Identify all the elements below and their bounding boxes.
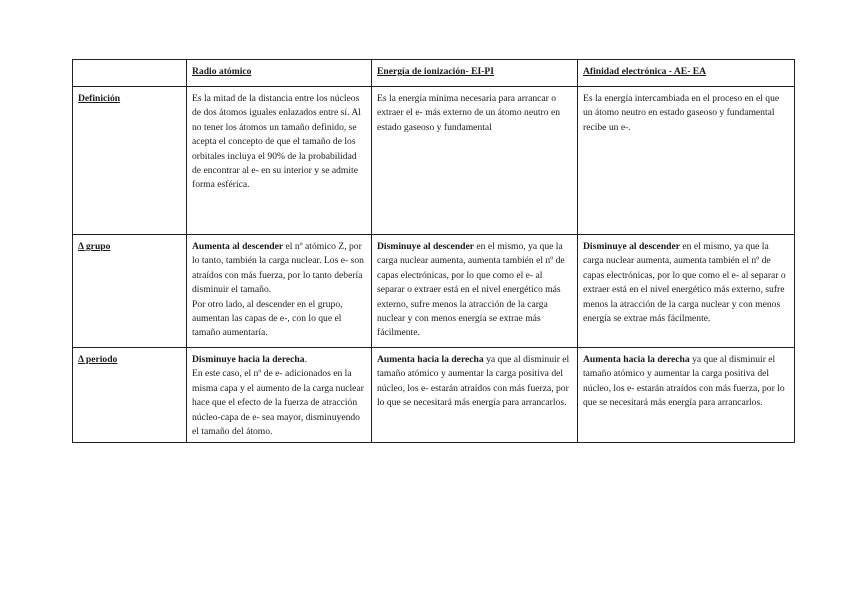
header-cell-empty xyxy=(73,60,187,87)
cell-grupo-energia: Disminuye al descender en el mismo, ya que la carga nuclear aumenta, aumenta también el nº de capas electrónicas, por lo que como el e- al separar o extraer está en el nivel energético más externo, sufre menos la atracción de la carga nuclear y con menos energía se extrae más fácilmente. xyxy=(372,235,578,348)
row-grupo xyxy=(73,235,795,348)
cell-periodo-energia: Aumenta hacia la derecha ya que al disminuir el tamaño atómico y aumentar la carga positiva del núcleo, los e- estarán atraídos con más fuerza, por lo que se necesitará más energía para arrancarlos. xyxy=(372,348,578,443)
row-periodo xyxy=(73,348,795,443)
header-radio-atomico: Radio atómico xyxy=(187,60,372,87)
cell-grupo-radio: Aumenta al descender el nº atómico Z, por lo tanto, también la carga nuclear. Los e- son atraídos con más fuerza, por lo tanto debería disminuir el tamaño. Por otro lado, al descender en el grupo, aumentan las capas de e-, con lo que el tamaño aumentaría. xyxy=(187,235,372,348)
comparison-table xyxy=(72,59,795,443)
row-label-grupo: Δ grupo xyxy=(73,235,187,348)
header-energia-ionizacion: Energía de ionización- EI-PI xyxy=(372,60,578,87)
cell-grupo-afinidad: Disminuye al descender en el mismo, ya que la carga nuclear aumenta, aumenta también el nº de capas electrónicas, por lo que como el e- al separar o extraer está en el nivel energético más externo, sufre menos la atracción de la carga nuclear y con menos energía se extrae más fácilmente. xyxy=(578,235,795,348)
cell-definicion-energia: Es la energía mínima necesaria para arrancar o extraer el e- más externo de un átomo neutro en estado gaseoso y fundamental xyxy=(372,87,578,235)
row-definicion xyxy=(73,87,795,235)
cell-definicion-radio: Es la mitad de la distancia entre los núcleos de dos átomos iguales enlazados entre sí. Al no tener los átomos un tamaño definido, se acepta el concepto de que el tamaño de los orbitales incluya el 90% de la probabilidad de encontrar al e- en su interior y se admite forma esférica. xyxy=(187,87,372,235)
header-afinidad-electronica: Afinidad electrónica - AE- EA xyxy=(578,60,795,87)
cell-periodo-afinidad: Aumenta hacia la derecha ya que al disminuir el tamaño atómico y aumentar la carga positiva del núcleo, los e- estarán atraídos con más fuerza, por lo que se necesitará más energía para arrancarlos. xyxy=(578,348,795,443)
cell-definicion-afinidad: Es la energía intercambiada en el proceso en el que un átomo neutro en estado gaseoso y fundamental recibe un e-. xyxy=(578,87,795,235)
cell-periodo-radio: Disminuye hacia la derecha. En este caso, el nº de e- adicionados en la misma capa y el aumento de la carga nuclear hace que el efecto de la fuerza de atracción núcleo-capa de e- sea mayor, disminuyendo el tamaño del átomo. xyxy=(187,348,372,443)
row-label-definicion: Definición xyxy=(73,87,187,235)
row-label-periodo: Δ periodo xyxy=(73,348,187,443)
header-row xyxy=(73,60,795,87)
